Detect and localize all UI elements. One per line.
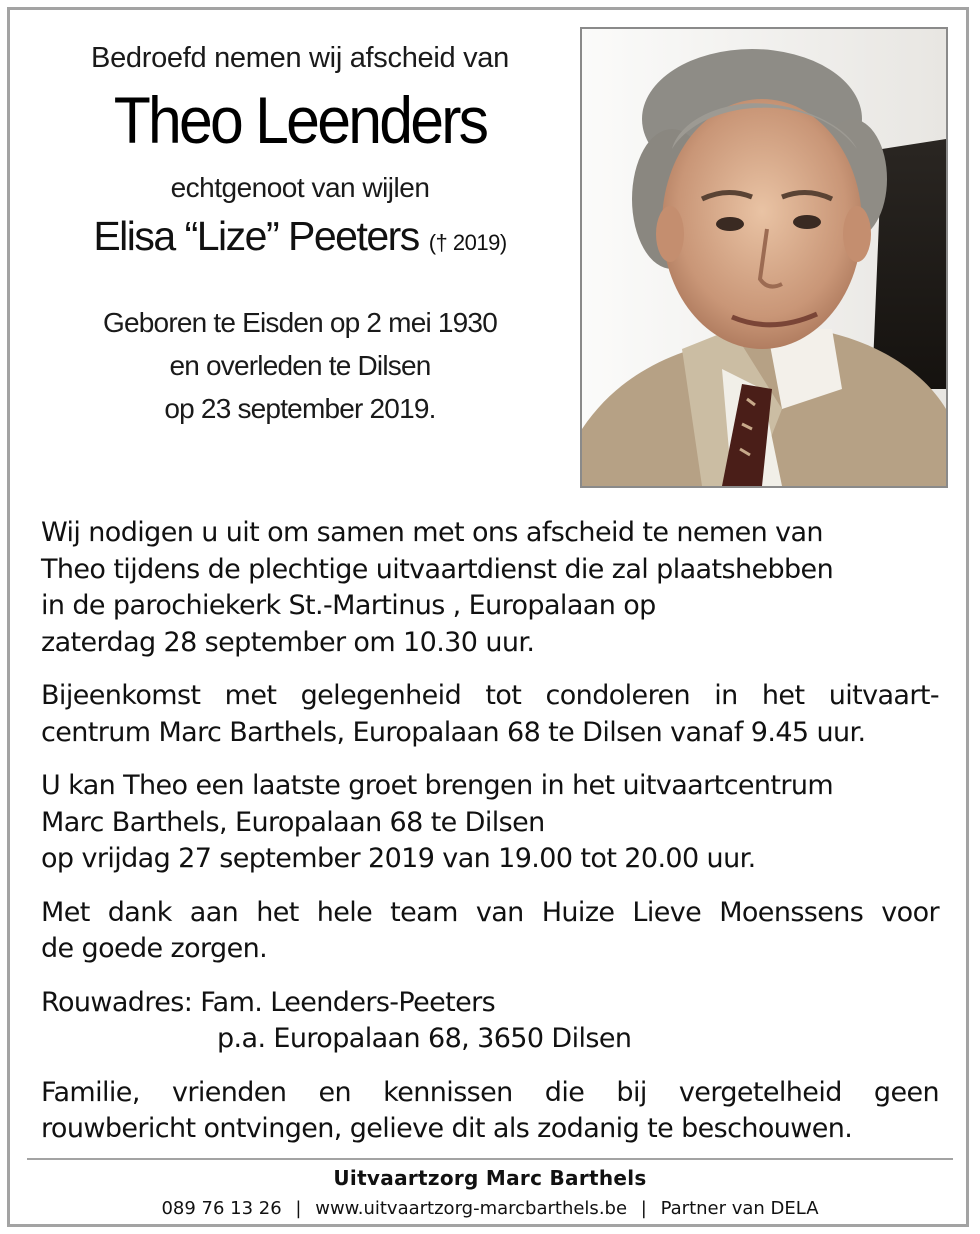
thanks-note: Met dank aan het hele team van Huize Lieve Moenssens voor de goede zorgen.: [41, 896, 939, 964]
life-dates: [20, 301, 580, 430]
spouse-name: Elisa “Lize” Peeters: [93, 213, 419, 259]
partner-text: Partner van DELA: [660, 1198, 819, 1219]
family-notice: Familie, vrienden en kennissen die bij vergetelheid geen rouwbericht ontvingen, gelieve dit als zodanig te beschouwen.: [41, 1076, 939, 1144]
visitation-info: U kan Theo een laatste groet brengen in het uitvaartcentrum Marc Barthels, Europalaan 68 te Dilsen op vrijdag 27 september 2019 van 19.00 tot 20.00 uur.: [41, 770, 834, 874]
website-link[interactable]: www.uitvaartzorg-marcbarthels.be: [315, 1198, 628, 1219]
announcement-header: [20, 38, 580, 430]
phone-number: 089 76 13 26: [161, 1198, 282, 1219]
funeral-home-contact: [0, 1194, 980, 1224]
deceased-name: Theo Leenders: [113, 83, 487, 157]
spouse-intro: echtgenoot van wijlen: [170, 172, 430, 203]
announcement-body: [41, 515, 939, 1165]
death-date-line: op 23 september 2019.: [164, 393, 436, 424]
portrait-photo: [580, 27, 948, 488]
footer-divider: [27, 1158, 953, 1160]
portrait-image: [582, 29, 946, 486]
separator: |: [640, 1198, 647, 1219]
spouse-line: [20, 210, 580, 269]
funeral-home-footer: [0, 1162, 980, 1224]
condolence-info: Bijeenkomst met gelegenheid tot condoleren in het uitvaart- centrum Marc Barthels, Europalaan 68 te Dilsen vanaf 9.45 uur.: [41, 680, 939, 748]
service-invitation: Wij nodigen u uit om samen met ons afscheid te nemen van Theo tijdens de plechtige uitvaartdienst die zal plaatshebben in de parochiekerk St.-Martinus , Europalaan op zaterdag 28 september om 10.30 uur.: [41, 517, 834, 658]
intro-text: Bedroefd nemen wij afscheid van: [91, 42, 509, 74]
mourning-address: Rouwadres: Fam. Leenders-Peeters p.a. Europalaan 68, 3650 Dilsen: [41, 986, 632, 1054]
death-line: en overleden te Dilsen: [169, 350, 431, 381]
funeral-home-name: Uitvaartzorg Marc Barthels: [333, 1166, 647, 1190]
spouse-death-year: († 2019): [428, 230, 507, 255]
birth-line: Geboren te Eisden op 2 mei 1930: [103, 307, 497, 338]
separator: |: [295, 1198, 302, 1219]
